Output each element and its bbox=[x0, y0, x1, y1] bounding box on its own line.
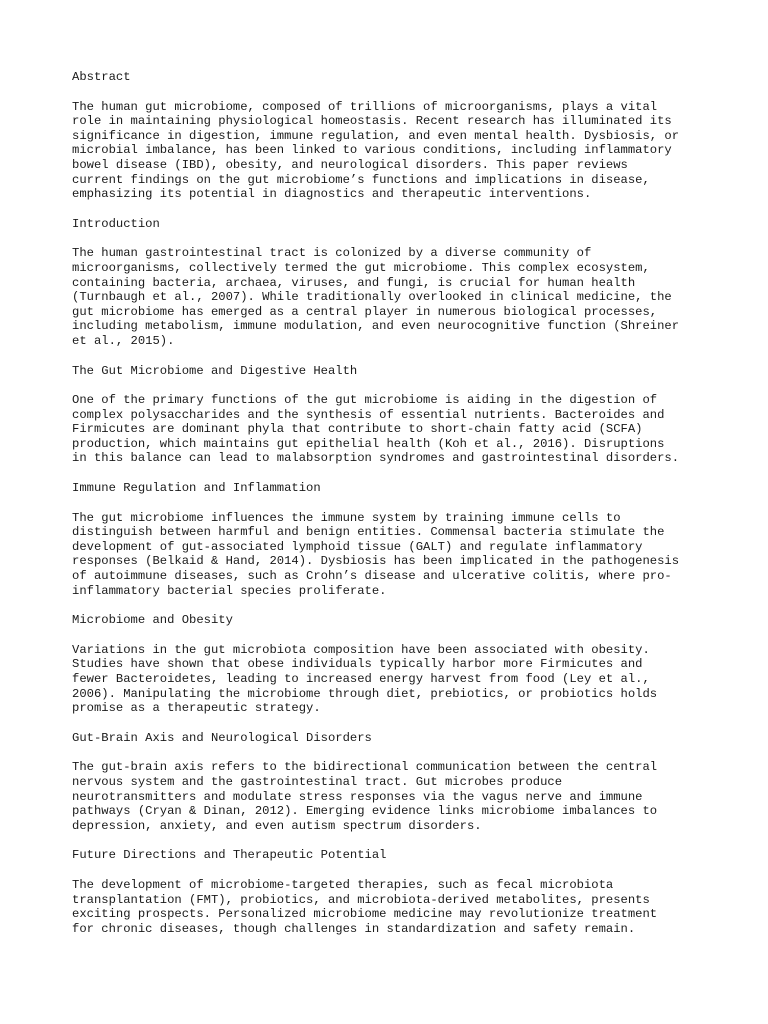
paragraph-line: promise as a therapeutic strategy. bbox=[72, 701, 321, 716]
paragraph-line: neurotransmitters and modulate stress responses via the vagus nerve and immune bbox=[72, 789, 643, 804]
paragraph-line: containing bacteria, archaea, viruses, and fungi, is crucial for human health bbox=[72, 275, 636, 290]
paragraph-line: gut microbiome has emerged as a central player in numerous biological processes, bbox=[72, 304, 658, 319]
paragraph-line: for chronic diseases, though challenges in standardization and safety remain. bbox=[72, 921, 636, 936]
section-introduction bbox=[72, 217, 712, 349]
section-the-gut-microbiome-and-digestive-health bbox=[72, 364, 712, 467]
paragraph-line: of autoimmune diseases, such as Crohn’s disease and ulcerative colitis, where pro- bbox=[72, 569, 672, 584]
document-page bbox=[72, 70, 712, 951]
section-heading: Introduction bbox=[72, 216, 160, 231]
paragraph-line: bowel disease (IBD), obesity, and neurological disorders. This paper reviews bbox=[72, 157, 628, 172]
paragraph-line: role in maintaining physiological homeostasis. Recent research has illuminated its bbox=[72, 114, 672, 129]
section-heading: Abstract bbox=[72, 70, 131, 84]
section-abstract bbox=[72, 70, 712, 202]
paragraph-line: microbial imbalance, has been linked to various conditions, including inflammatory bbox=[72, 143, 672, 158]
paragraph-line: The human gut microbiome, composed of trillions of microorganisms, plays a vital bbox=[72, 99, 658, 114]
section-paragraph bbox=[72, 511, 712, 599]
paragraph-line: et al., 2015). bbox=[72, 333, 175, 348]
paragraph-line: transplantation (FMT), probiotics, and microbiota-derived metabolites, presents bbox=[72, 892, 650, 907]
paragraph-line: 2006). Manipulating the microbiome through diet, prebiotics, or probiotics holds bbox=[72, 686, 658, 701]
paragraph-line: Variations in the gut microbiota composition have been associated with obesity. bbox=[72, 642, 650, 657]
paragraph-line: The gut-brain axis refers to the bidirectional communication between the central bbox=[72, 760, 658, 775]
section-heading: Immune Regulation and Inflammation bbox=[72, 481, 321, 496]
section-heading: Future Directions and Therapeutic Potential bbox=[72, 848, 387, 863]
section-paragraph bbox=[72, 393, 712, 466]
paragraph-line: inflammatory bacterial species proliferate. bbox=[72, 583, 387, 598]
paragraph-line: pathways (Cryan & Dinan, 2012). Emerging evidence links microbiome imbalances to bbox=[72, 804, 658, 819]
paragraph-line: development of gut-associated lymphoid tissue (GALT) and regulate inflammatory bbox=[72, 539, 643, 554]
paragraph-line: (Turnbaugh et al., 2007). While traditionally overlooked in clinical medicine, the bbox=[72, 290, 672, 305]
paragraph-line: significance in digestion, immune regulation, and even mental health. Dysbiosis, or bbox=[72, 128, 680, 143]
paragraph-line: complex polysaccharides and the synthesis of essential nutrients. Bacteroides and bbox=[72, 407, 665, 422]
section-heading: Gut-Brain Axis and Neurological Disorders bbox=[72, 730, 372, 745]
section-future-directions-and-therapeutic-potential bbox=[72, 848, 712, 936]
paragraph-line: emphasizing its potential in diagnostics and therapeutic interventions. bbox=[72, 187, 592, 202]
paragraph-line: including metabolism, immune modulation, and even neurocognitive function (Shreiner bbox=[72, 319, 680, 334]
paragraph-line: distinguish between harmful and benign entities. Commensal bacteria stimulate the bbox=[72, 525, 665, 540]
paragraph-line: microorganisms, collectively termed the gut microbiome. This complex ecosystem, bbox=[72, 260, 650, 275]
section-microbiome-and-obesity bbox=[72, 613, 712, 716]
paragraph-line: The gut microbiome influences the immune system by training immune cells to bbox=[72, 510, 621, 525]
section-heading: Microbiome and Obesity bbox=[72, 613, 233, 628]
paragraph-line: The human gastrointestinal tract is colonized by a diverse community of bbox=[72, 246, 592, 261]
paragraph-line: depression, anxiety, and even autism spectrum disorders. bbox=[72, 818, 482, 833]
section-heading: The Gut Microbiome and Digestive Health bbox=[72, 363, 358, 378]
paragraph-line: The development of microbiome-targeted therapies, such as fecal microbiota bbox=[72, 877, 614, 892]
paragraph-line: current findings on the gut microbiome’s functions and implications in disease, bbox=[72, 172, 650, 187]
paragraph-line: One of the primary functions of the gut microbiome is aiding in the digestion of bbox=[72, 393, 658, 408]
section-paragraph bbox=[72, 878, 712, 936]
paragraph-line: Studies have shown that obese individuals typically harbor more Firmicutes and bbox=[72, 657, 643, 672]
paragraph-line: responses (Belkaid & Hand, 2014). Dysbiosis has been implicated in the pathogenesis bbox=[72, 554, 680, 569]
paragraph-line: production, which maintains gut epithelial health (Koh et al., 2016). Disruptions bbox=[72, 436, 665, 451]
section-paragraph bbox=[72, 643, 712, 716]
paragraph-line: fewer Bacteroidetes, leading to increased energy harvest from food (Ley et al., bbox=[72, 672, 650, 686]
section-gut-brain-axis-and-neurological-disorders bbox=[72, 731, 712, 834]
document-body bbox=[72, 70, 712, 936]
section-paragraph bbox=[72, 246, 712, 348]
paragraph-line: Firmicutes are dominant phyla that contribute to short-chain fatty acid (SCFA) bbox=[72, 422, 643, 437]
section-paragraph bbox=[72, 100, 712, 202]
section-immune-regulation-and-inflammation bbox=[72, 481, 712, 598]
paragraph-line: nervous system and the gastrointestinal tract. Gut microbes produce bbox=[72, 774, 563, 789]
paragraph-line: in this balance can lead to malabsorption syndromes and gastrointestinal disorders. bbox=[72, 451, 680, 466]
paragraph-line: exciting prospects. Personalized microbiome medicine may revolutionize treatment bbox=[72, 907, 658, 922]
section-paragraph bbox=[72, 760, 712, 833]
